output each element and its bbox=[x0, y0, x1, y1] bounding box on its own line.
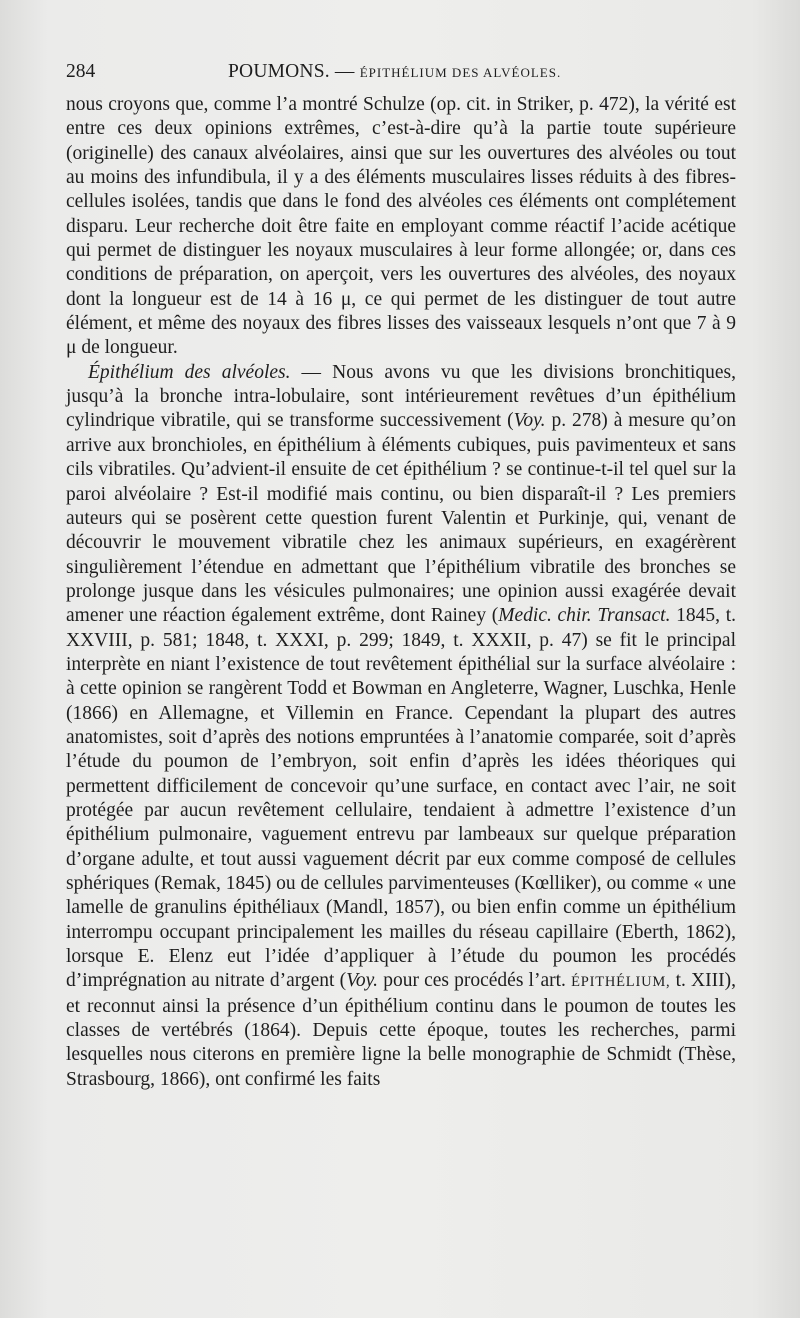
body-text bbox=[66, 93, 736, 1092]
page-number: 284 bbox=[66, 61, 96, 82]
paragraph-text: 1845, t. XXVIII, p. 581; 1848, t. XXXI, p. 299; 1849, t. XXXII, p. 47) se fit le principal interprète en niant l’existence de tout revêtement épithélial sur la surface alvéolaire : à cette opinion se rangèrent Todd et Bowman en Angleterre, Wagner, Luschka, Henle (1866) en Allemagne, et Villemin en France. Cependant la plupart des autres anatomistes, soit d’après des notions empruntées à l’anatomie comparée, soit d’après l’étude du poumon de l’embryon, soit enfin d’après les idées théoriques qui permettent difficilement de concevoir qu’une surface, en contact avec l’air, ne soit protégée par aucun revêtement cellulaire, tendaient à admettre l’existence d’un épithélium pulmonaire, vaguement entrevu par lambeaux sur quelque préparation d’organe adulte, et tout aussi vaguement décrit par eux comme composé de cellules sphériques (Remak, 1845) ou de cellules parvimenteuses (Kœlliker), ou comme « une lamelle de granulins épithéliaux (Mandl, 1857), ou bien enfin comme un épithélium interrompu occupant principalement les mailles du réseau capillaire (Eberth, 1862), lorsque E. Elenz eut l’idée d’appliquer à l’étude du poumon les procédés d’imprégnation au nitrate d’argent ( bbox=[66, 605, 736, 992]
running-title-main: POUMONS. — bbox=[228, 61, 355, 82]
running-title bbox=[228, 58, 561, 87]
paragraph-text: — Nous avons vu que les divisions bronchitiques, jusqu’à la bronche intra-lobulaire, sont intérieurement revêtues d’un épithélium cylindrique vibratile, qui se transforme successivement ( bbox=[66, 361, 737, 432]
voy-reference: Voy. bbox=[346, 970, 379, 992]
voy-reference: Voy. bbox=[513, 410, 546, 432]
running-title-section: ÉPITHÉLIUM DES ALVÉOLES. bbox=[359, 65, 562, 80]
paragraph-text: p. 278) à mesure qu’on arrive aux bronchioles, en épithélium à éléments cubiques, puis pavimenteux et sans cils vibratiles. Qu’advient-il ensuite de cet épithélium ? se continue-t-il tel quel sur la paroi alvéolaire ? Est-il modifié mais continu, ou bien disparaît-il ? Les premiers auteurs qui se posèrent cette question furent Valentin et Purkinje, qui, venant de découvrir le mouvement vibratile chez les animaux supérieurs, en exagérèrent singulièrement l’étendue en admettant que l’épithélium vibratile des bronches se prolonge jusque dans les vésicules pulmonaires; une opinion aussi exagérée devait amener une réaction également extrême, dont Rainey ( bbox=[66, 410, 736, 627]
article-reference: ÉPITHÉLIUM, bbox=[571, 974, 671, 991]
paragraph-continuation: nous croyons que, comme l’a montré Schulze (op. cit. in Striker, p. 472), la vérité est entre ces deux opinions extrêmes, c’est-à-dire qu’à la partie toute supérieure (originelle) des canaux alvéolaires, ainsi que sur les ouvertures des alvéoles ou tout au moins des infundibula, il y a des éléments musculaires lisses réduits à des fibres-cellules isolées, tandis que dans le fond des alvéoles ces éléments ont complétement disparu. Leur recherche doit être faite en employant comme réactif l’acide acétique qui permet de distinguer les noyaux musculaires à leur forme allongée; or, dans ces conditions de préparation, on aperçoit, vers les ouvertures des alvéoles, des noyaux dont la longueur est de 14 à 16 μ, ce qui permet de les distinguer de tout autre élément, et même des noyaux des fibres lisses des vaisseaux lesquels n’ont que 7 à 9 μ de longueur. bbox=[66, 94, 736, 359]
section-heading: Épithélium des alvéoles. bbox=[88, 361, 291, 383]
paragraph-text: t. XIII), et reconnut ainsi la présence d’un épithélium continu dans le poumon de toutes les classes de vertébrés (1864). Depuis cette époque, toutes les recherches, parmi lesquelles nous citerons en première ligne la belle monographie de Schmidt (Thèse, Strasbourg, 1866), ont confirmé les faits bbox=[66, 970, 736, 1090]
journal-citation: Medic. chir. Transact. bbox=[498, 605, 671, 627]
paragraph-text: pour ces procédés l’art. bbox=[378, 970, 572, 992]
paragraph-epithelium bbox=[66, 361, 736, 1092]
running-header bbox=[66, 58, 734, 86]
